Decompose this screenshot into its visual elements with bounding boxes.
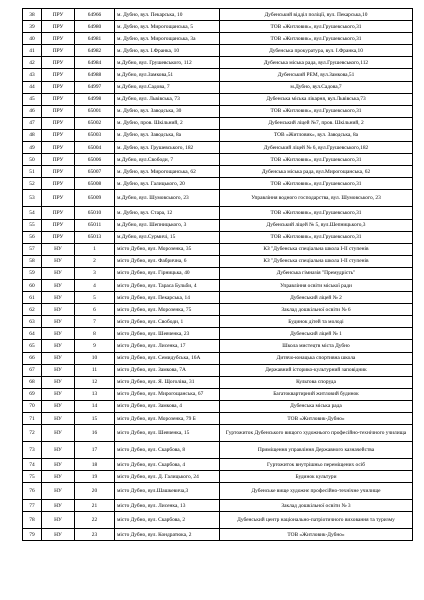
owner-cell: Будинок культури <box>220 471 413 483</box>
owner-cell: Дубенський ліцей № 2 <box>220 292 413 304</box>
owner-cell: ТОВ «Житловик», вул.Грушевського,31 <box>220 105 413 117</box>
address-cell: місто Дубно, вул. Тараса Бульби, 4 <box>115 279 220 291</box>
address-cell: м. Дубно, вул. Стара, 12 <box>115 207 220 219</box>
address-cell: м. Дубно, вул. Грушевського, 182 <box>115 142 220 154</box>
address-cell: м. Дубно, вул. Пекарська, 10 <box>115 9 220 21</box>
owner-cell: Дубенський ліцей №7, пров. Шкільний, 2 <box>220 117 413 129</box>
row-number-cell: 70 <box>23 400 42 412</box>
shelter-type-cell: ПРУ <box>42 190 75 207</box>
shelter-type-cell: НУ <box>42 364 75 376</box>
owner-cell: Школа мистецтв міста Дубно <box>220 340 413 352</box>
shelter-code-cell: 1 <box>75 243 115 255</box>
address-cell: м. Дубно, вул. Мирогощанська, 5 <box>115 21 220 33</box>
owner-cell: Дубенське вище художнє професійно-технічне училище <box>220 483 413 500</box>
row-number-cell: 39 <box>23 21 42 33</box>
shelter-type-cell: НУ <box>42 483 75 500</box>
shelter-type-cell: НУ <box>42 279 75 291</box>
row-number-cell: 71 <box>23 413 42 425</box>
table-row <box>23 178 413 190</box>
shelter-code-cell: 11 <box>75 364 115 376</box>
address-cell: м.Дубно, вул.Сурмичі, 15 <box>115 231 220 243</box>
table-row <box>23 21 413 33</box>
shelter-code-cell: 18 <box>75 459 115 471</box>
shelter-type-cell: НУ <box>42 352 75 364</box>
shelter-type-cell: НУ <box>42 316 75 328</box>
shelter-type-cell: НУ <box>42 512 75 529</box>
address-cell: м. Дубно, вул. Заводська, 8а <box>115 129 220 141</box>
address-cell: м. Дубно, вул. І.Франка, 10 <box>115 45 220 57</box>
shelter-code-cell: 64998 <box>75 93 115 105</box>
address-cell: місто Дубно, вул. Лисенка, 17 <box>115 340 220 352</box>
address-cell: м.Дубно, вул. Шепницького, 3 <box>115 219 220 231</box>
row-number-cell: 51 <box>23 166 42 178</box>
table-row <box>23 105 413 117</box>
owner-cell: ТОВ «Житловик», вул.Грушевського,31 <box>220 21 413 33</box>
shelter-type-cell: ПРУ <box>42 57 75 69</box>
table-row <box>23 57 413 69</box>
shelter-type-cell: ПРУ <box>42 154 75 166</box>
shelter-code-cell: 12 <box>75 376 115 388</box>
owner-cell: Дубенська прокуратура, вул. І.Франка,10 <box>220 45 413 57</box>
shelter-type-cell: ПРУ <box>42 231 75 243</box>
shelter-code-cell: 65003 <box>75 129 115 141</box>
owner-cell: Дубенська міська рада <box>220 400 413 412</box>
row-number-cell: 40 <box>23 33 42 45</box>
shelter-code-cell: 64982 <box>75 45 115 57</box>
row-number-cell: 48 <box>23 129 42 141</box>
table-row <box>23 483 413 500</box>
shelter-code-cell: 65010 <box>75 207 115 219</box>
shelter-code-cell: 65001 <box>75 105 115 117</box>
owner-cell: Управління водного господарства, вул. Шумовського, 23 <box>220 190 413 207</box>
shelter-code-cell: 8 <box>75 328 115 340</box>
row-number-cell: 76 <box>23 483 42 500</box>
table-row <box>23 9 413 21</box>
owner-cell: Гуртожиток внутрішньо переміщених осіб <box>220 459 413 471</box>
owner-cell: КЗ "Дубенська спеціальна школа I-II ступенів <box>220 243 413 255</box>
shelter-code-cell: 15 <box>75 413 115 425</box>
owner-cell: ТОВ «Житловик», вул.Грушевського,31 <box>220 178 413 190</box>
shelter-code-cell: 16 <box>75 425 115 442</box>
shelter-code-cell: 64997 <box>75 81 115 93</box>
shelter-code-cell: 19 <box>75 471 115 483</box>
address-cell: місто Дубно, вул. Кондратюка, 2 <box>115 529 220 541</box>
row-number-cell: 38 <box>23 9 42 21</box>
shelter-type-cell: ПРУ <box>42 219 75 231</box>
address-cell: місто Дубно, вул. Семидубська, 16А <box>115 352 220 364</box>
shelter-type-cell: НУ <box>42 400 75 412</box>
table-row <box>23 69 413 81</box>
address-cell: м.Дубно, вул.Свободи, 7 <box>115 154 220 166</box>
shelter-type-cell: ПРУ <box>42 45 75 57</box>
table-row <box>23 500 413 512</box>
address-cell: місто Дубно, вул. Морозенка, 75 <box>115 304 220 316</box>
shelter-code-cell: 65013 <box>75 231 115 243</box>
row-number-cell: 64 <box>23 328 42 340</box>
shelter-code-cell: 17 <box>75 442 115 459</box>
table-row <box>23 376 413 388</box>
shelter-code-cell: 4 <box>75 279 115 291</box>
table-row <box>23 45 413 57</box>
owner-cell: Заклад дошкільної освіти № 6 <box>220 304 413 316</box>
owner-cell: ТОВ «Житловик», вул.Грушевського,31 <box>220 207 413 219</box>
address-cell: м.Дубно, вул. Шумовського, 23 <box>115 190 220 207</box>
shelter-code-cell: 2 <box>75 255 115 267</box>
table-row <box>23 413 413 425</box>
row-number-cell: 52 <box>23 178 42 190</box>
shelter-table <box>22 8 413 541</box>
owner-cell: Дубенська гімназія "Премудрість" <box>220 267 413 279</box>
shelter-code-cell: 65004 <box>75 142 115 154</box>
shelter-code-cell: 65008 <box>75 178 115 190</box>
table-row <box>23 81 413 93</box>
shelter-code-cell: 14 <box>75 400 115 412</box>
row-number-cell: 79 <box>23 529 42 541</box>
address-cell: м.Дубно, вул. Грушевського, 112 <box>115 57 220 69</box>
row-number-cell: 59 <box>23 267 42 279</box>
address-cell: місто Дубно, вул.Шашкевича,3 <box>115 483 220 500</box>
address-cell: м. Дубно, вул. Мирогощанська, 62 <box>115 166 220 178</box>
address-cell: м.Дубно, вул.Садова, 7 <box>115 81 220 93</box>
table-row <box>23 340 413 352</box>
shelter-type-cell: ПРУ <box>42 21 75 33</box>
shelter-type-cell: ПРУ <box>42 129 75 141</box>
address-cell: місто Дубно, вул. Лисенка, 13 <box>115 500 220 512</box>
address-cell: місто Дубно, вул. Мирогощанська, 67 <box>115 388 220 400</box>
shelter-type-cell: НУ <box>42 267 75 279</box>
shelter-code-cell: 5 <box>75 292 115 304</box>
address-cell: місто Дубно, вул. Я. Щоголіва, 31 <box>115 376 220 388</box>
shelter-type-cell: НУ <box>42 425 75 442</box>
table-row <box>23 231 413 243</box>
shelter-type-cell: НУ <box>42 388 75 400</box>
owner-cell: Дубенська міська рада, вул.Мирогощанська, 62 <box>220 166 413 178</box>
address-cell: місто Дубно, вул. Д. Галицького, 24 <box>115 471 220 483</box>
shelter-code-cell: 6 <box>75 304 115 316</box>
owner-cell: ТОВ «Житловик», вул.Грушевського,31 <box>220 154 413 166</box>
table-row <box>23 512 413 529</box>
owner-cell: Дубенський ліцей № 5, вул.Шепницького,3 <box>220 219 413 231</box>
owner-cell: Дубенська міська лікарня, вул.Львівська,73 <box>220 93 413 105</box>
address-cell: місто Дубно, вул. Пекарська, 14 <box>115 292 220 304</box>
address-cell: місто Дубно, вул. Свободи, 1 <box>115 316 220 328</box>
owner-cell: Багатоквартирний житловий будинок <box>220 388 413 400</box>
row-number-cell: 41 <box>23 45 42 57</box>
table-row <box>23 328 413 340</box>
shelter-type-cell: ПРУ <box>42 207 75 219</box>
address-cell: місто Дубно, вул. Морозенка, 79 Б <box>115 413 220 425</box>
address-cell: місто Дубно, вул. Шевченка, 15 <box>115 425 220 442</box>
shelter-type-cell: НУ <box>42 529 75 541</box>
row-number-cell: 78 <box>23 512 42 529</box>
owner-cell: Дубенський відділ поліції, вул. Пекарська,10 <box>220 9 413 21</box>
row-number-cell: 45 <box>23 93 42 105</box>
row-number-cell: 54 <box>23 207 42 219</box>
owner-cell: Заклад дошкільної освіти № 3 <box>220 500 413 512</box>
table-row <box>23 400 413 412</box>
row-number-cell: 69 <box>23 388 42 400</box>
owner-cell: Дубенський РЕМ, вул.Замкова,51 <box>220 69 413 81</box>
shelter-type-cell: ПРУ <box>42 105 75 117</box>
owner-cell: Культова споруда <box>220 376 413 388</box>
address-cell: місто Дубно, вул. Фабрична, 6 <box>115 255 220 267</box>
table-row <box>23 292 413 304</box>
shelter-code-cell: 64980 <box>75 21 115 33</box>
shelter-type-cell: НУ <box>42 471 75 483</box>
table-row <box>23 352 413 364</box>
address-cell: місто Дубно, вул. Скарбова, 4 <box>115 459 220 471</box>
row-number-cell: 74 <box>23 459 42 471</box>
table-row <box>23 279 413 291</box>
address-cell: м. Дубно, вул. Мирогощанська, 3а <box>115 33 220 45</box>
owner-cell: Дубенський ліцей № 1 <box>220 328 413 340</box>
row-number-cell: 60 <box>23 279 42 291</box>
row-number-cell: 47 <box>23 117 42 129</box>
owner-cell: Приміщення управління Державного казначейства <box>220 442 413 459</box>
shelter-type-cell: ПРУ <box>42 9 75 21</box>
address-cell: місто Дубно, вул. Морозенка, 35 <box>115 243 220 255</box>
owner-cell: м.Дубно, вул.Садова,7 <box>220 81 413 93</box>
table-row <box>23 304 413 316</box>
owner-cell: ТОВ «Житловик», вул. Заводська, 8а <box>220 129 413 141</box>
owner-cell: ТОВ «Житловик-Дубно» <box>220 529 413 541</box>
table-row <box>23 471 413 483</box>
shelter-code-cell: 65011 <box>75 219 115 231</box>
row-number-cell: 50 <box>23 154 42 166</box>
address-cell: місто Дубно, вул. Гірницька, 40 <box>115 267 220 279</box>
table-body <box>23 9 413 541</box>
row-number-cell: 49 <box>23 142 42 154</box>
owner-cell: Управління освіти міської ради <box>220 279 413 291</box>
owner-cell: Дубенська міська рада, вул.Грушевського,112 <box>220 57 413 69</box>
shelter-type-cell: НУ <box>42 500 75 512</box>
table-row <box>23 316 413 328</box>
row-number-cell: 61 <box>23 292 42 304</box>
shelter-code-cell: 64984 <box>75 57 115 69</box>
shelter-type-cell: НУ <box>42 340 75 352</box>
address-cell: місто Дубно, вул. Замкова, 4 <box>115 400 220 412</box>
row-number-cell: 44 <box>23 81 42 93</box>
row-number-cell: 57 <box>23 243 42 255</box>
table-row <box>23 267 413 279</box>
owner-cell: Дубенський центр національно-патріотичного виховання та туризму <box>220 512 413 529</box>
shelter-type-cell: НУ <box>42 376 75 388</box>
table-row <box>23 129 413 141</box>
shelter-type-cell: НУ <box>42 292 75 304</box>
shelter-type-cell: ПРУ <box>42 166 75 178</box>
shelter-code-cell: 21 <box>75 500 115 512</box>
table-row <box>23 442 413 459</box>
owner-cell: ТОВ «Житловик», вул.Грушевського,31 <box>220 33 413 45</box>
address-cell: м. Дубно, пров. Шкільний, 2 <box>115 117 220 129</box>
owner-cell: ТОВ «Житловик», вул.Грушевського,31 <box>220 231 413 243</box>
address-cell: м. Дубно, вул. Заводська, 30 <box>115 105 220 117</box>
shelter-code-cell: 23 <box>75 529 115 541</box>
row-number-cell: 63 <box>23 316 42 328</box>
table-row <box>23 33 413 45</box>
table-row <box>23 154 413 166</box>
table-row <box>23 364 413 376</box>
owner-cell: ТОВ «Житловик-Дубно» <box>220 413 413 425</box>
row-number-cell: 75 <box>23 471 42 483</box>
row-number-cell: 46 <box>23 105 42 117</box>
owner-cell: Гуртожиток Дубенського вищого художнього професійно-технічного училища <box>220 425 413 442</box>
table-row <box>23 190 413 207</box>
shelter-code-cell: 22 <box>75 512 115 529</box>
table-row <box>23 243 413 255</box>
shelter-code-cell: 20 <box>75 483 115 500</box>
address-cell: місто Дубно, вул. Шевченка, 23 <box>115 328 220 340</box>
shelter-code-cell: 3 <box>75 267 115 279</box>
shelter-type-cell: ПРУ <box>42 93 75 105</box>
row-number-cell: 42 <box>23 57 42 69</box>
row-number-cell: 53 <box>23 190 42 207</box>
row-number-cell: 43 <box>23 69 42 81</box>
shelter-type-cell: ПРУ <box>42 178 75 190</box>
row-number-cell: 56 <box>23 231 42 243</box>
table-row <box>23 255 413 267</box>
shelter-type-cell: НУ <box>42 243 75 255</box>
owner-cell: КЗ "Дубенська спеціальна школа I-II ступенів <box>220 255 413 267</box>
shelter-code-cell: 65002 <box>75 117 115 129</box>
shelter-type-cell: НУ <box>42 413 75 425</box>
address-cell: місто Дубно, вул. Скарбова, 2 <box>115 512 220 529</box>
shelter-code-cell: 64966 <box>75 9 115 21</box>
row-number-cell: 72 <box>23 425 42 442</box>
address-cell: м. Дубно, вул. Галицького, 20 <box>115 178 220 190</box>
table-row <box>23 459 413 471</box>
table-row <box>23 219 413 231</box>
address-cell: м.Дубно, вул.Замкова,51 <box>115 69 220 81</box>
shelter-code-cell: 65009 <box>75 190 115 207</box>
shelter-type-cell: ПРУ <box>42 69 75 81</box>
shelter-type-cell: ПРУ <box>42 142 75 154</box>
address-cell: місто Дубно, вул. Замкова, 7А <box>115 364 220 376</box>
shelter-code-cell: 64981 <box>75 33 115 45</box>
row-number-cell: 65 <box>23 340 42 352</box>
table-row <box>23 142 413 154</box>
table-row <box>23 388 413 400</box>
table-row <box>23 425 413 442</box>
row-number-cell: 73 <box>23 442 42 459</box>
row-number-cell: 68 <box>23 376 42 388</box>
shelter-type-cell: НУ <box>42 442 75 459</box>
owner-cell: Дубенський ліцей № 6, вул.Грушевського,182 <box>220 142 413 154</box>
address-cell: місто Дубно, вул. Скарбова, 8 <box>115 442 220 459</box>
table-row <box>23 93 413 105</box>
table-row <box>23 166 413 178</box>
owner-cell: Будинок дітей та молоді <box>220 316 413 328</box>
shelter-type-cell: ПРУ <box>42 117 75 129</box>
owner-cell: Державний історико-культурний заповідник <box>220 364 413 376</box>
owner-cell: Дитячо-юнацька спортивна школа <box>220 352 413 364</box>
shelter-type-cell: НУ <box>42 255 75 267</box>
row-number-cell: 66 <box>23 352 42 364</box>
table-row <box>23 529 413 541</box>
shelter-code-cell: 9 <box>75 340 115 352</box>
document-page <box>22 8 412 541</box>
shelter-code-cell: 10 <box>75 352 115 364</box>
shelter-code-cell: 13 <box>75 388 115 400</box>
table-row <box>23 207 413 219</box>
shelter-type-cell: НУ <box>42 304 75 316</box>
row-number-cell: 55 <box>23 219 42 231</box>
shelter-type-cell: НУ <box>42 459 75 471</box>
address-cell: м.Дубно, вул. Львівська, 73 <box>115 93 220 105</box>
shelter-code-cell: 65007 <box>75 166 115 178</box>
shelter-type-cell: ПРУ <box>42 33 75 45</box>
table-row <box>23 117 413 129</box>
shelter-code-cell: 65006 <box>75 154 115 166</box>
row-number-cell: 67 <box>23 364 42 376</box>
shelter-code-cell: 64988 <box>75 69 115 81</box>
row-number-cell: 62 <box>23 304 42 316</box>
shelter-code-cell: 7 <box>75 316 115 328</box>
shelter-type-cell: ПРУ <box>42 81 75 93</box>
shelter-type-cell: НУ <box>42 328 75 340</box>
row-number-cell: 58 <box>23 255 42 267</box>
row-number-cell: 77 <box>23 500 42 512</box>
